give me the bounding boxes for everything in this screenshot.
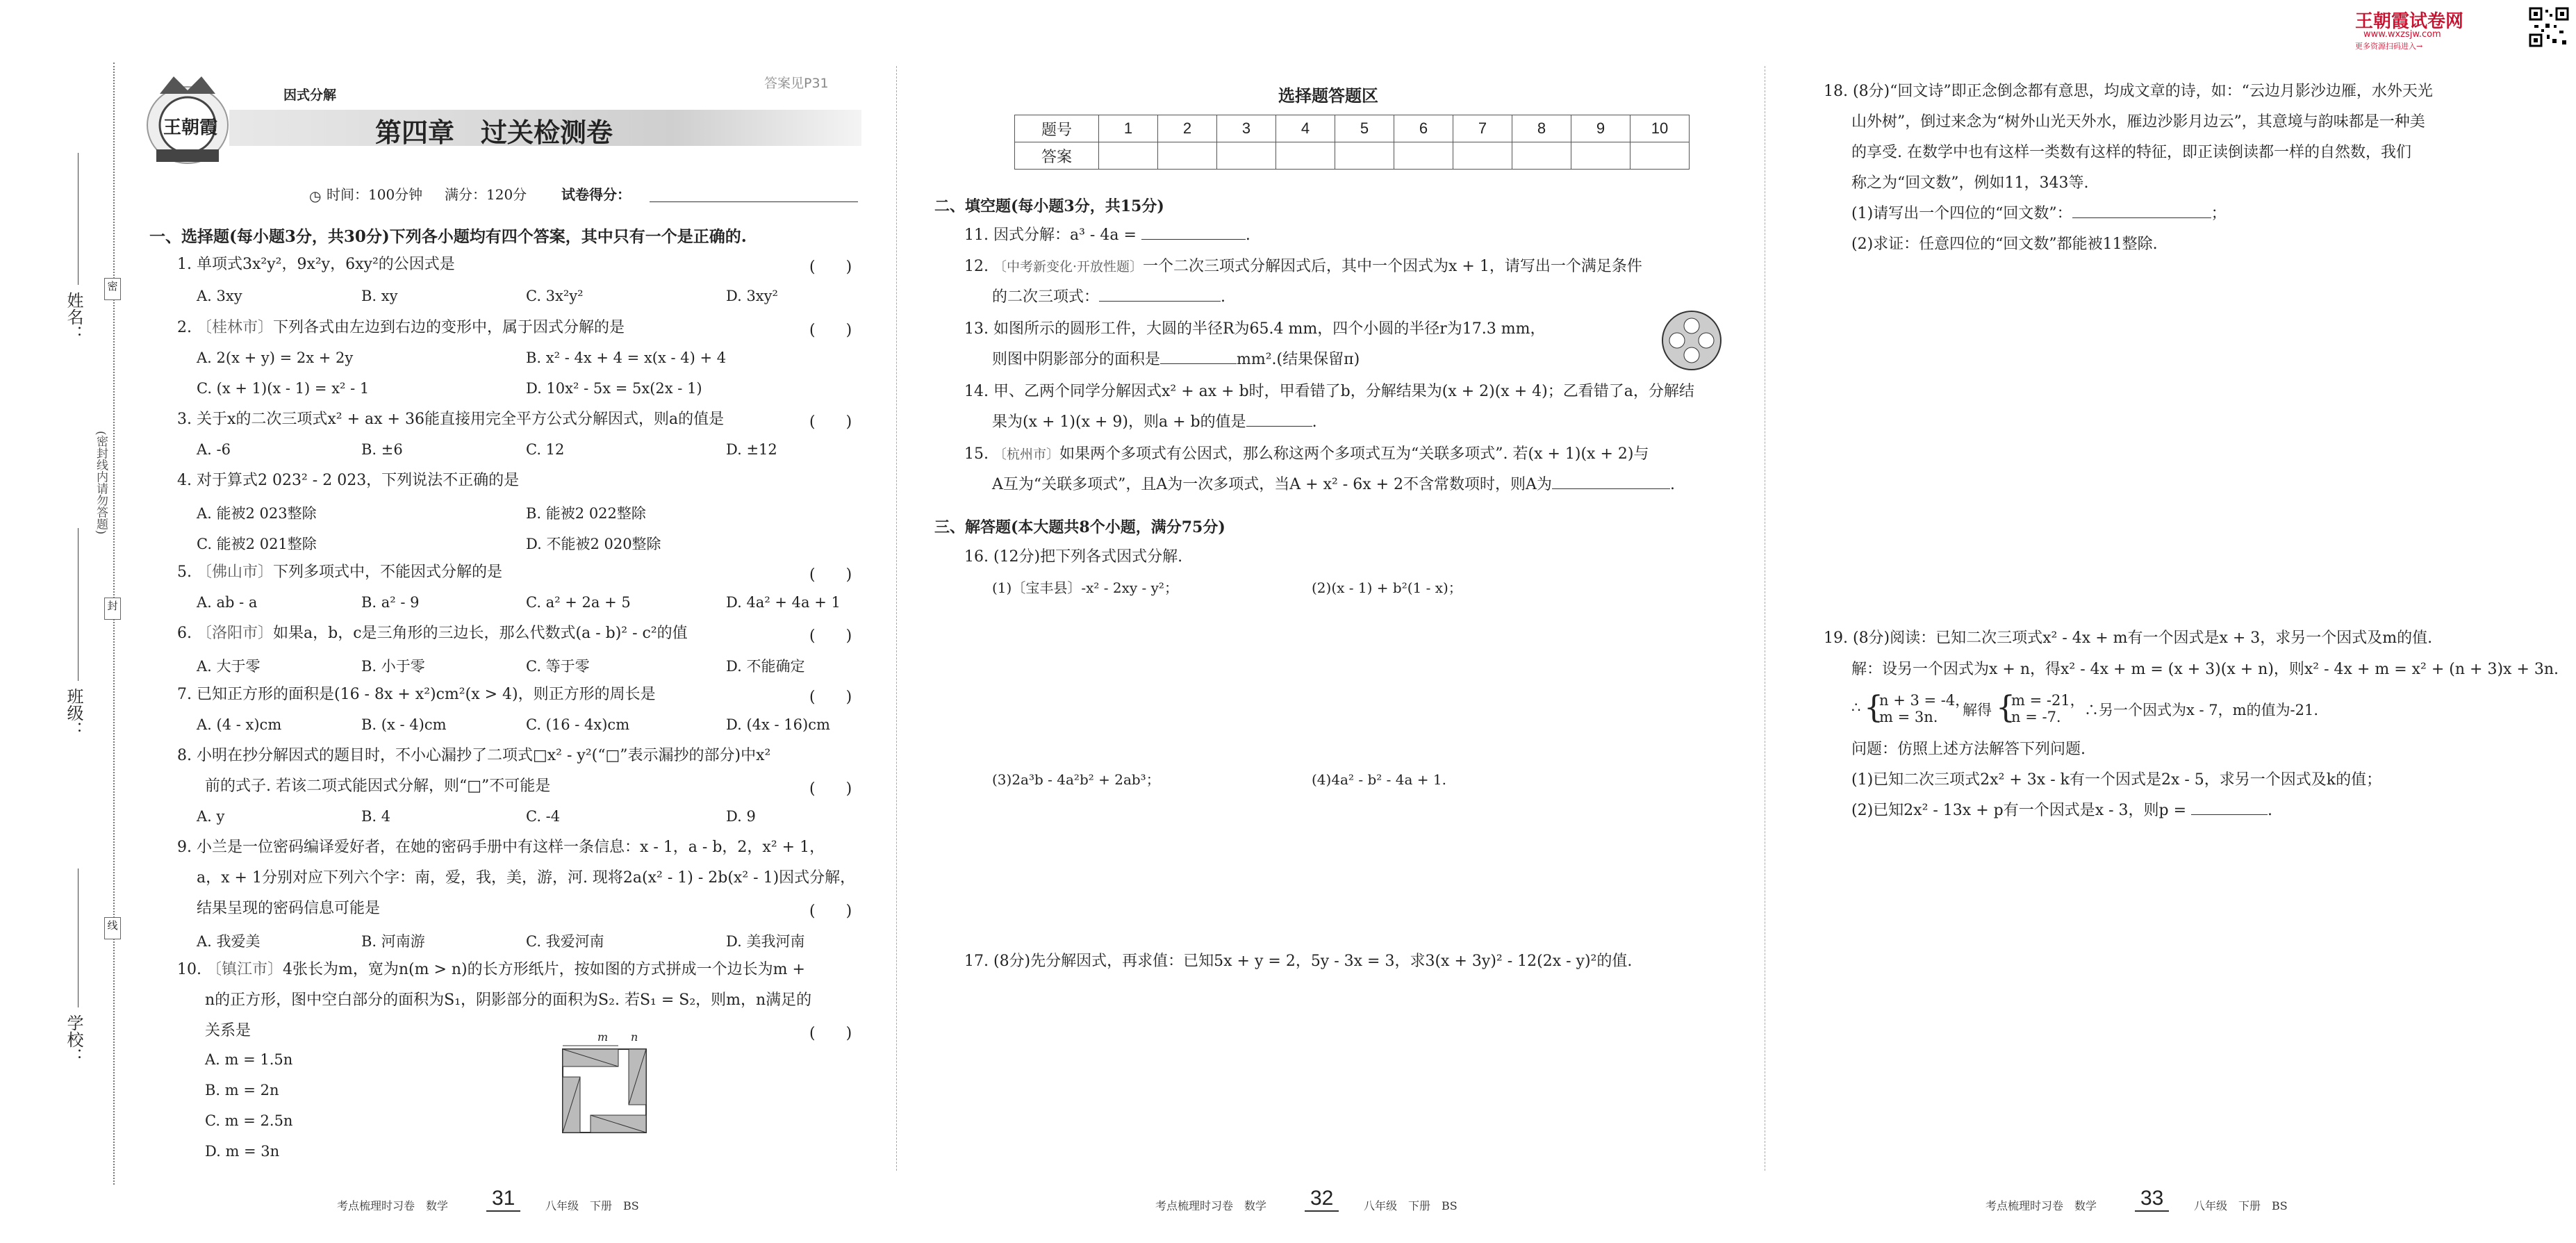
binding-mark-mi: 密	[104, 278, 121, 300]
q10-opt-a[interactable]: A. m = 1.5n	[205, 1051, 293, 1068]
q8-opt-c[interactable]: C. -4	[526, 808, 561, 825]
q19-brace-2: {	[1996, 690, 2015, 725]
answer-cell[interactable]	[1512, 142, 1571, 170]
binding-name-line	[78, 153, 79, 285]
answer-cell[interactable]	[1630, 142, 1690, 170]
q5-text: 下列多项式中，不能因式分解的是	[273, 563, 503, 581]
q9-opt-a[interactable]: A. 我爱美	[197, 933, 261, 950]
answer-table-num: 4	[1276, 115, 1335, 142]
binding-class-line	[78, 528, 79, 681]
q10-paren[interactable]: ( )	[809, 1025, 852, 1042]
answer-table-num: 9	[1571, 115, 1630, 142]
q12-text: 一个二次三项式分解因式后，其中一个因式为x + 1，请写出一个满足条件	[1143, 258, 1642, 275]
q19-answer-area[interactable]	[1851, 834, 2511, 1167]
q11: 11. 因式分解：a³ - 4a = .	[964, 227, 1250, 244]
q15-line1: 15. 〔杭州市〕如果两个多项式有公因式，那么称这两个多项式互为“关联多项式”. 若(x + 1)(x + 2)与	[964, 445, 1649, 463]
q4-stem: 4. 对于算式2 023² - 2 023，下列说法不正确的是	[177, 472, 520, 489]
q10-opt-b[interactable]: B. m = 2n	[205, 1082, 279, 1098]
answer-table-answer-row	[1015, 142, 1690, 170]
answer-table-num: 6	[1394, 115, 1453, 142]
q5-stem: 5. 〔佛山市〕下列多项式中，不能因式分解的是	[177, 563, 503, 581]
q19-sys1a: n + 3 = -4，	[1879, 692, 1970, 709]
footer-grade-33: 八年级 下册 BS	[2194, 1199, 2288, 1212]
q18-line4: 称之为“回文数”，例如11，343等.	[1851, 174, 2089, 192]
q16-answer-area-4[interactable]	[1312, 796, 1617, 935]
q2-opt-b[interactable]: B. x² - 4x + 4 = x(x - 4) + 4	[526, 349, 727, 366]
answer-cell[interactable]	[1453, 142, 1512, 170]
q11-text: 11. 因式分解：a³ - 4a =	[964, 227, 1137, 244]
q10-fig-label-m: m	[597, 1030, 609, 1044]
q9-opt-d[interactable]: D. 美我河南	[726, 933, 805, 950]
q2-opt-d[interactable]: D. 10x² - 5x = 5x(2x - 1)	[526, 380, 702, 397]
q7-opt-d[interactable]: D. (4x - 16)cm	[726, 716, 830, 733]
q10-stem-line2: n的正方形，图中空白部分的面积为S₁，阴影部分的面积为S₂. 若S₁ = S₂，则m，n满足的	[205, 991, 812, 1009]
q3-paren[interactable]: ( )	[809, 413, 852, 431]
section1-heading: 一、选择题(每小题3分，共30分)下列各小题均有四个答案，其中只有一个是正确的.	[149, 227, 747, 246]
q19-part2-text: (2)已知2x² - 13x + p有一个因式是x - 3，则p =	[1851, 802, 2187, 819]
q17-answer-area[interactable]	[964, 980, 1728, 1167]
qr-code-icon[interactable]	[2529, 7, 2569, 47]
q19-line2: 解：设另一个因式为x + n，得x² - 4x + m = (x + 3)(x + n)，则x² - 4x + m = x² + (n + 3)x + 3n.	[1851, 661, 2559, 678]
q19-answer-blank[interactable]	[2191, 802, 2268, 815]
q18-answer-blank[interactable]	[2072, 205, 2211, 218]
q14-text2: 果为(x + 1)(x + 9)，则a + b的值是	[992, 413, 1246, 431]
q3-opt-c[interactable]: C. 12	[526, 441, 565, 458]
answer-table-num: 1	[1099, 115, 1158, 142]
q18-part1-text: (1)请写出一个四位的“回文数”：	[1851, 205, 2072, 222]
header-topic: 因式分解	[283, 88, 337, 103]
q10-stem-line1: 10. 〔镇江市〕4张长为m，宽为n(m > n)的长方形纸片，按如图的方式拼成一个边长为m +	[177, 961, 805, 978]
q16-part3: (3)2a³b - 4a²b² + 2ab³；	[992, 771, 1160, 788]
q19-sys1b: m = 3n.	[1879, 709, 1938, 725]
binding-dotted-line	[113, 63, 115, 1185]
q1-paren[interactable]: ( )	[809, 258, 852, 276]
q2-tag: 〔桂林市〕	[196, 319, 273, 336]
q8-stem-line2: 前的式子. 若该二项式能因式分解，则“□”不可能是	[205, 777, 551, 795]
q10-text: 4张长为m，宽为n(m > n)的长方形纸片，按如图的方式拼成一个边长为m +	[283, 961, 805, 978]
q19-sys2a: m = -21，	[2011, 692, 2085, 709]
footer-page-33: 33	[2135, 1187, 2169, 1212]
test-score-label: 试卷得分：	[561, 186, 631, 203]
chapter-title: 第四章 过关检测卷	[375, 117, 613, 148]
site-logo-name: 王朝霞试卷网	[2355, 11, 2464, 32]
section2-heading: 二、填空题(每小题3分，共15分)	[934, 197, 1164, 215]
q16-answer-area-3[interactable]	[992, 796, 1298, 935]
q2-paren[interactable]: ( )	[809, 322, 852, 339]
site-logo-url: www.wxzsjw.com	[2363, 29, 2441, 40]
binding-school-label: 学校：	[64, 1014, 83, 1064]
q2-opt-a[interactable]: A. 2(x + y) = 2x + 2y	[197, 349, 354, 366]
q9-opt-c[interactable]: C. 我爱河南	[526, 933, 604, 950]
q1-opt-d[interactable]: D. 3xy²	[726, 288, 778, 304]
q2-stem: 2. 〔桂林市〕下列各式由左边到右边的变形中，属于因式分解的是	[177, 319, 625, 336]
q13-text3: mm².(结果保留π)	[1237, 351, 1360, 368]
q8-stem-line1: 8. 小明在抄分解因式的题目时，不小心漏抄了二项式□x² - y²(“□”表示漏抄的部分)中x²	[177, 747, 771, 764]
q13-text2: 则图中阴影部分的面积是	[992, 351, 1161, 368]
q5-opt-b[interactable]: B. a² - 9	[361, 594, 420, 611]
answer-cell[interactable]	[1276, 142, 1335, 170]
q19-part1: (1)已知二次三项式2x² + 3x - k有一个因式是2x - 5，求另一个因式及k的值；	[1851, 771, 2382, 789]
answer-table-num: 7	[1453, 115, 1512, 142]
q5-opt-d[interactable]: D. 4a² + 4a + 1	[726, 594, 841, 611]
footer-book-32: 考点梳理时习卷 数学	[1155, 1199, 1267, 1212]
q15-answer-blank[interactable]	[1552, 476, 1670, 489]
clock-icon: ◷	[309, 188, 322, 204]
q10-tag: 〔镇江市〕	[206, 961, 283, 978]
binding-mark-xian: 线	[104, 917, 121, 939]
q10-stem-line3: 关系是	[205, 1022, 251, 1039]
section3-heading: 三、解答题(本大题共8个小题，满分75分)	[934, 518, 1225, 536]
q2-opt-c[interactable]: C. (x + 1)(x - 1) = x² - 1	[197, 380, 370, 397]
q10-figure	[559, 1030, 650, 1136]
q1-opt-b[interactable]: B. xy	[361, 288, 398, 304]
logo-brand: 王朝霞	[163, 117, 218, 138]
q9-paren[interactable]: ( )	[809, 903, 852, 920]
q5-tag: 〔佛山市〕	[196, 563, 273, 581]
q12-tag: 〔中考新变化·开放性题〕	[993, 259, 1143, 274]
binding-mark-feng: 封	[104, 598, 121, 620]
q8-paren[interactable]: ( )	[809, 780, 852, 798]
answer-cell[interactable]	[1394, 142, 1453, 170]
q9-stem-line3: 结果呈现的密码信息可能是	[197, 900, 381, 917]
q6-paren[interactable]: ( )	[809, 627, 852, 645]
q7-paren[interactable]: ( )	[809, 689, 852, 706]
q18-line1: 18. (8分)“回文诗”即正念倒念都有意思，均成文章的诗，如：“云边月影沙边雁，水外天光	[1824, 83, 2433, 100]
q10-opt-c[interactable]: C. m = 2.5n	[205, 1112, 293, 1129]
q3-stem: 3. 关于x的二次三项式x² + ax + 36能直接用完全平方公式分解因式，则a的值是	[177, 411, 725, 428]
q8-opt-a[interactable]: A. y	[197, 808, 225, 825]
answer-table-header-label: 题号	[1015, 115, 1099, 142]
q16-part1: (1)〔宝丰县〕-x² - 2xy - y²；	[992, 579, 1178, 596]
answer-table	[1014, 115, 1690, 170]
q6-text: 如果a，b，c是三角形的三边长，那么代数式(a - b)² - c²的值	[273, 625, 688, 642]
q18-line3: 的享受. 在数学中也有这样一类数有这样的特征，即正读倒读都一样的自然数，我们	[1851, 144, 2411, 161]
q19-therefore: ∴	[1851, 699, 1861, 716]
q13-line2	[992, 350, 1360, 370]
q19-brace-1: {	[1864, 690, 1883, 725]
q5-opt-a[interactable]: A. ab - a	[197, 594, 258, 611]
q6-opt-d[interactable]: D. 不能确定	[726, 658, 805, 675]
q14-line1: 14. 甲、乙两个同学分解因式x² + ax + b时，甲看错了b，分解结果为(x + 2)(x + 4)；乙看错了a，分解结	[964, 383, 1694, 400]
answer-cell[interactable]	[1335, 142, 1394, 170]
answer-table-num: 8	[1512, 115, 1571, 142]
answer-table-num: 3	[1217, 115, 1276, 142]
q19-sys-tail: ∴另一个因式为x - 7，m的值为-21.	[2084, 702, 2319, 718]
q9-stem-line1: 9. 小兰是一位密码编译爱好者，在她的密码手册中有这样一条信息：x - 1，a - b，2，x² + 1，	[177, 839, 825, 856]
header-logo	[142, 66, 233, 170]
answer-cell[interactable]	[1217, 142, 1276, 170]
answer-table-num: 10	[1630, 115, 1690, 142]
q16-part2: (2)(x - 1) + b²(1 - x)；	[1312, 579, 1462, 596]
q1-stem: 1. 单项式3x²y²，9x²y，6xy²的公因式是	[177, 256, 455, 273]
q7-opt-b[interactable]: B. (x - 4)cm	[361, 716, 447, 733]
footer-page-32: 32	[1305, 1187, 1339, 1212]
q15-text2: A互为“关联多项式”，且A为一次多项式，当A + x² - 6x + 2不含常数项时，则A为	[992, 476, 1552, 493]
test-score-field[interactable]	[650, 201, 858, 202]
q7-opt-a[interactable]: A. (4 - x)cm	[197, 716, 282, 733]
footer-book-33: 考点梳理时习卷 数学	[1985, 1199, 2097, 1212]
q16-answer-area-1[interactable]	[992, 604, 1298, 764]
answer-table-num: 2	[1158, 115, 1217, 142]
q19-line4: 问题：仿照上述方法解答下列问题.	[1851, 741, 2086, 758]
q10-opt-d[interactable]: D. m = 3n	[205, 1143, 280, 1160]
q16-part4: (4)4a² - b² - 4a + 1.	[1312, 771, 1446, 788]
q14-answer-blank[interactable]	[1246, 413, 1312, 427]
q9-opt-b[interactable]: B. 河南游	[361, 933, 425, 950]
q10-fig-label-n: n	[631, 1030, 638, 1044]
q19-part2: (2)已知2x² - 13x + p有一个因式是x - 3，则p = .	[1851, 802, 2273, 819]
q16-answer-area-2[interactable]	[1312, 604, 1617, 764]
q6-opt-b[interactable]: B. 小于零	[361, 658, 425, 675]
q6-stem: 6. 〔洛阳市〕如果a，b，c是三角形的三边长，那么代数式(a - b)² - c²的值	[177, 625, 688, 642]
footer-grade-32: 八年级 下册 BS	[1364, 1199, 1458, 1212]
q15-tag: 〔杭州市〕	[993, 447, 1059, 462]
q19-line1: 19. (8分)阅读：已知二次三项式x² - 4x + m有一个因式是x + 3，求另一个因式及m的值.	[1824, 629, 2433, 647]
q13-line1: 13. 如图所示的圆形工件，大圆的半径R为65.4 mm，四个小圆的半径r为17.3 mm，	[964, 320, 1546, 338]
q19-sys2b: n = -7.	[2011, 709, 2061, 725]
q2-text: 下列各式由左边到右边的变形中，属于因式分解的是	[273, 319, 625, 336]
q3-opt-b[interactable]: B. ±6	[361, 441, 403, 458]
q18-answer-area[interactable]	[1851, 264, 2511, 611]
q11-answer-blank[interactable]	[1141, 227, 1246, 240]
q12-answer-blank[interactable]	[1099, 288, 1221, 302]
q16-stem: 16. (12分)把下列各式因式分解.	[964, 548, 1183, 566]
q12-text2: 的二次三项式：	[992, 288, 1100, 306]
q7-stem: 7. 已知正方形的面积是(16 - 8x + x²)cm²(x > 4)，则正方形的周长是	[177, 686, 656, 703]
q15-text: 如果两个多项式有公因式，那么称这两个多项式互为“关联多项式”. 若(x + 1)(x + 2)与	[1059, 445, 1649, 463]
answer-cell[interactable]	[1158, 142, 1217, 170]
q5-opt-c[interactable]: C. a² + 2a + 5	[526, 594, 631, 611]
site-logo-slogan: 更多资源扫码进入→	[2355, 42, 2423, 51]
answer-cell[interactable]	[1099, 142, 1158, 170]
q19-sys-mid: 解得	[1963, 702, 1992, 718]
q6-opt-a[interactable]: A. 大于零	[197, 658, 261, 675]
footer-page-31: 31	[486, 1187, 520, 1212]
q6-opt-c[interactable]: C. 等于零	[526, 658, 590, 675]
q8-opt-d[interactable]: D. 9	[726, 808, 756, 825]
answer-reference: 答案见P31	[764, 76, 829, 91]
q13-figure	[1660, 309, 1723, 372]
q4-opt-b[interactable]: B. 能被2 022整除	[526, 505, 646, 522]
q18-part1: (1)请写出一个四位的“回文数”： ；	[1851, 205, 2227, 222]
q4-opt-a[interactable]: A. 能被2 023整除	[197, 505, 317, 522]
q4-opt-d[interactable]: D. 不能被2 020整除	[526, 536, 661, 552]
q13-answer-blank[interactable]	[1160, 351, 1237, 364]
q19-system	[1851, 689, 2504, 731]
q12-line2: 的二次三项式： .	[992, 288, 1226, 306]
score-info: 满分：120分	[445, 186, 527, 203]
footer-grade-31: 八年级 下册 BS	[545, 1199, 639, 1212]
q3-opt-a[interactable]: A. -6	[197, 441, 231, 458]
q14-line2: 果为(x + 1)(x + 9)，则a + b的值是 .	[992, 413, 1317, 431]
answer-table-num: 5	[1335, 115, 1394, 142]
q6-tag: 〔洛阳市〕	[196, 625, 273, 642]
q8-opt-b[interactable]: B. 4	[361, 808, 391, 825]
binding-class-label: 班级：	[64, 688, 83, 738]
q4-opt-c[interactable]: C. 能被2 021整除	[197, 536, 317, 552]
answer-table-header-row	[1015, 115, 1690, 142]
answer-table-answer-label: 答案	[1015, 142, 1099, 170]
q7-opt-c[interactable]: C. (16 - 4x)cm	[526, 716, 630, 733]
q15-line2: A互为“关联多项式”，且A为一次多项式，当A + x² - 6x + 2不含常数项时，则A为 .	[992, 476, 1675, 493]
q17-stem: 17. (8分)先分解因式，再求值：已知5x + y = 2，5y - 3x = 3，求3(x + 3y)² - 12(2x - y)²的值.	[964, 953, 1633, 970]
footer-book-31: 考点梳理时习卷 数学	[337, 1199, 449, 1212]
binding-school-line	[78, 869, 79, 1007]
time-info: 时间：100分钟	[327, 186, 423, 203]
q3-opt-d[interactable]: D. ±12	[726, 441, 777, 458]
page-divider-1	[896, 66, 897, 1171]
q9-stem-line2: a，x + 1分别对应下列六个字：南，爱，我，美，游，河. 现将2a(x² - 1) - 2b(x² - 1)因式分解，	[197, 869, 856, 887]
q18-line2: 山外树”，倒过来念为“树外山光天外水，雁边沙影月边云”，其意境与韵味都是一种美	[1851, 113, 2425, 131]
q12-line1: 12. 〔中考新变化·开放性题〕一个二次三项式分解因式后，其中一个因式为x + 1，请写出一个满足条件	[964, 258, 1642, 275]
binding-name-label: 姓名：	[64, 292, 83, 342]
q1-opt-c[interactable]: C. 3x²y²	[526, 288, 584, 304]
q5-paren[interactable]: ( )	[809, 566, 852, 584]
q1-opt-a[interactable]: A. 3xy	[197, 288, 242, 304]
site-logo	[2355, 7, 2522, 49]
q18-part2: (2)求证：任意四位的“回文数”都能被11整除.	[1851, 236, 2158, 253]
binding-note: (密封线内请勿答题)	[94, 431, 108, 535]
answer-area-title: 选择题答题区	[1278, 86, 1378, 106]
answer-cell[interactable]	[1571, 142, 1630, 170]
